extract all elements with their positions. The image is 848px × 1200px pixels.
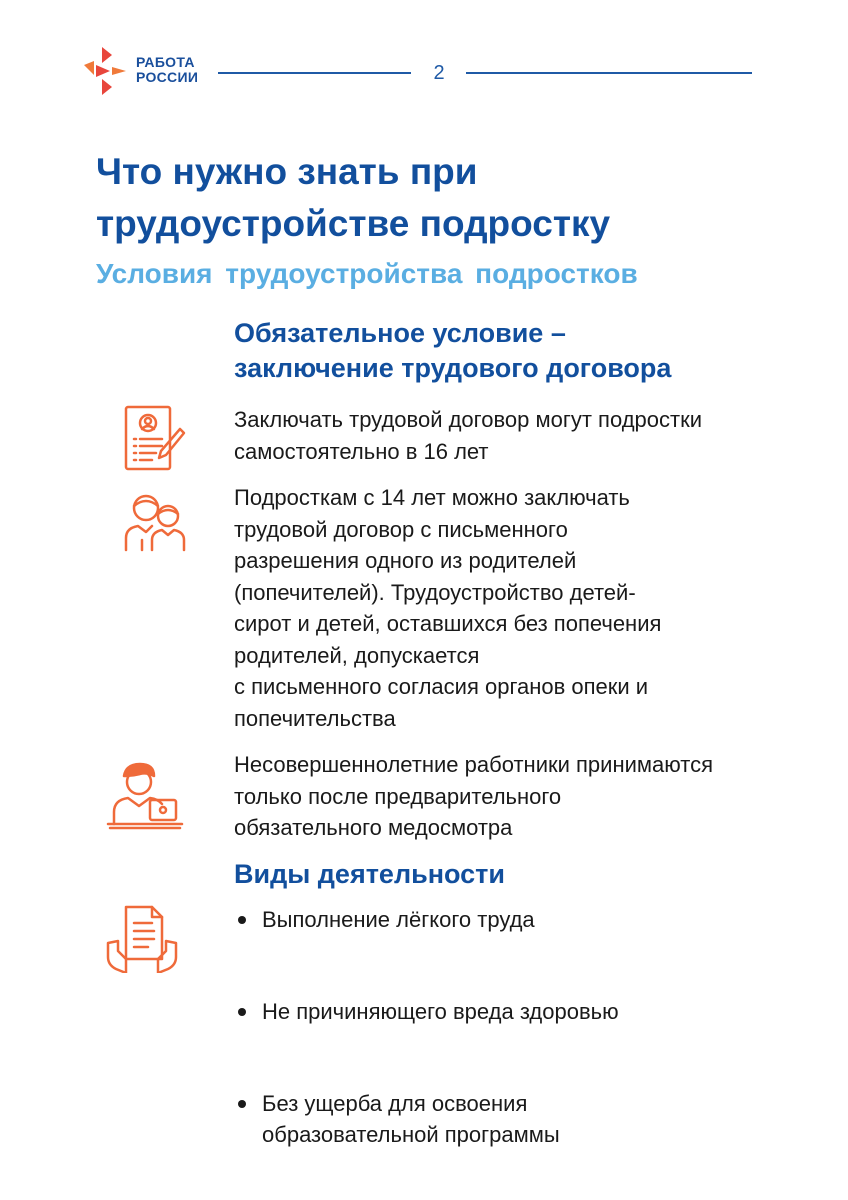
- bullet-dot: [238, 1100, 246, 1108]
- contract-signing-icon: [108, 403, 188, 475]
- text-line: трудовой договор с письменного: [234, 516, 568, 542]
- page-subtitle: Условия трудоустройства подростков: [96, 258, 638, 289]
- contract-age-14-text: [234, 482, 774, 734]
- text-line: Заключать трудовой договор могут подростки: [234, 407, 703, 432]
- logo-line-2: РОССИИ: [136, 69, 199, 85]
- header-divider-right: [466, 72, 752, 74]
- list-item: [238, 996, 778, 1027]
- medical-checkup-icon: [106, 762, 184, 834]
- rabota-rossii-logo-icon: [82, 45, 132, 97]
- list-item-text: Выполнение лёгкого труда: [262, 907, 535, 932]
- text-line: попечительства: [234, 705, 396, 731]
- section-heading-activities: Виды деятельности: [234, 859, 505, 889]
- text-line: только после предварительного: [234, 783, 562, 809]
- text-line: сирот и детей, оставшихся без попечения: [234, 611, 662, 636]
- list-item-text: Не причиняющего вреда здоровью: [262, 999, 619, 1024]
- header-divider-left: [218, 72, 411, 74]
- logo-text: [136, 55, 198, 85]
- bullet-dot: [238, 916, 246, 924]
- parent-and-child-icon: [122, 488, 188, 554]
- text-line: самостоятельно в 16 лет: [234, 438, 489, 464]
- page-title-line-1: Что нужно знать при: [96, 151, 478, 192]
- list-item: [238, 1088, 778, 1150]
- page-header: [0, 0, 848, 110]
- text-line: родителей, допускается: [234, 642, 480, 668]
- page-number: 2: [433, 62, 445, 84]
- text-line: (попечителей). Трудоустройство детей-: [234, 579, 636, 605]
- section-heading-contract: [234, 316, 794, 386]
- text-line: обязательного медосмотра: [234, 815, 513, 840]
- section-heading-line-1: Обязательное условие –: [234, 318, 566, 348]
- document-in-hands-icon: [104, 903, 180, 973]
- text-line: Подросткам с 14 лет можно заключать: [234, 485, 630, 510]
- medical-checkup-text: [234, 749, 774, 844]
- contract-age-16-text: [234, 404, 774, 467]
- list-item: [238, 904, 778, 935]
- text-line: с письменного согласия органов опеки и: [234, 674, 649, 699]
- logo-line-1: РАБОТА: [136, 54, 195, 70]
- text-line: разрешения одного из родителей: [234, 548, 577, 573]
- section-heading-line-2: заключение трудового договора: [234, 353, 672, 383]
- page-title-line-2: трудоустройстве подростку: [96, 203, 611, 244]
- list-item-text: Без ущерба для освоения: [262, 1091, 528, 1116]
- page-title: [96, 146, 796, 250]
- bullet-dot: [238, 1008, 246, 1016]
- list-item-text: образовательной программы: [262, 1122, 560, 1147]
- activity-types-list: [238, 904, 778, 1147]
- text-line: Несовершеннолетние работники принимаются: [234, 752, 714, 777]
